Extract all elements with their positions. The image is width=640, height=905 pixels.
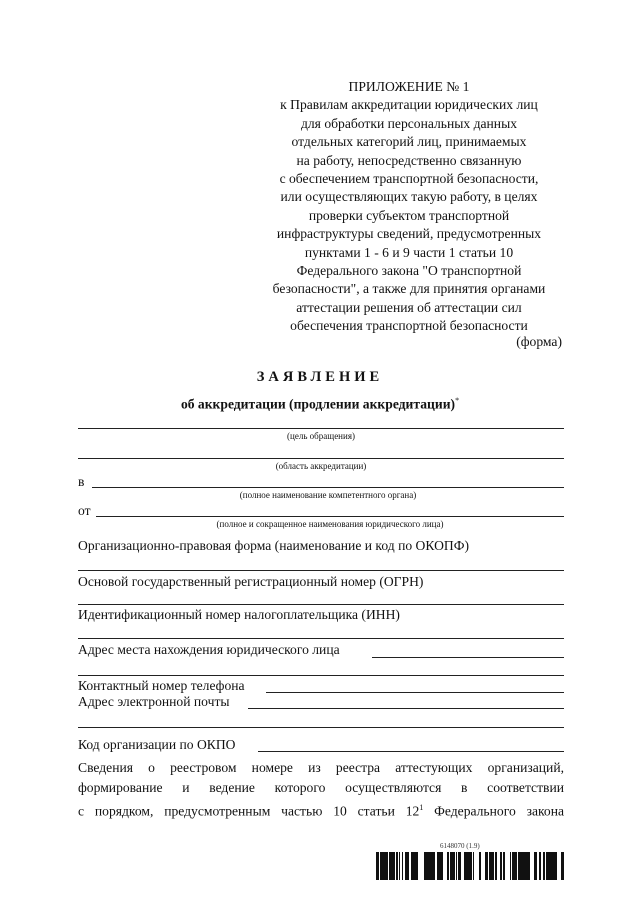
paragraph-text: с порядком, предусмотренным частью 10 статьи 12	[78, 803, 420, 819]
appendix-header	[256, 78, 562, 336]
authority-input-line[interactable]	[92, 487, 564, 488]
appendix-line: Федерального закона "О транспортной	[296, 263, 522, 279]
prefix-v: в	[78, 474, 85, 489]
appendix-line: к Правилам аккредитации юридических лиц	[280, 97, 538, 113]
authority-caption: (полное наименование компетентного органа)	[239, 490, 417, 500]
org-name-input-line[interactable]	[96, 516, 564, 517]
appendix-line: для обработки персональных данных	[300, 115, 518, 131]
appendix-line: на работу, непосредственно связанную	[296, 152, 522, 168]
barcode-label: 6148070 (1.9)	[440, 842, 480, 850]
address-input-line[interactable]	[372, 657, 564, 658]
registry-paragraph	[78, 758, 564, 822]
opf-input-line[interactable]	[78, 570, 564, 571]
area-caption: (область аккредитации)	[275, 461, 367, 471]
paragraph-line: Сведения о реестровом номере из реестра аттестующих организаций,	[78, 760, 564, 775]
appendix-line: пунктами 1 - 6 и 9 части 1 статьи 10	[304, 244, 514, 260]
subtitle-text: об аккредитации (продлении аккредитации)	[180, 396, 456, 412]
phone-label: Контактный номер телефона	[78, 678, 245, 693]
opf-label: Организационно-правовая форма (наименование и код по ОКОПФ)	[78, 538, 469, 553]
inn-label: Идентификационный номер налогоплательщика (ИНН)	[78, 607, 400, 622]
email-label: Адрес электронной почты	[78, 694, 230, 709]
phone-input-line[interactable]	[266, 692, 564, 693]
okpo-input-line[interactable]	[258, 751, 564, 752]
prefix-ot: от	[78, 503, 91, 518]
email-input-line[interactable]	[248, 708, 564, 709]
purpose-input-line[interactable]	[78, 428, 564, 429]
ogrn-input-line[interactable]	[78, 604, 564, 605]
paragraph-text: Федерального закона	[423, 803, 564, 819]
address-input-line-2[interactable]	[78, 675, 564, 676]
paragraph-line: формирование и ведение которого осуществляются в соответствии	[78, 780, 564, 795]
appendix-line: обеспечения транспортной безопасности	[290, 318, 528, 334]
appendix-line: отдельных категорий лиц, принимаемых	[291, 134, 527, 150]
document-subtitle	[0, 396, 640, 413]
purpose-caption: (цель обращения)	[287, 431, 355, 441]
paragraph-line	[78, 798, 564, 822]
appendix-line: безопасности", а также для принятия органами	[272, 281, 546, 297]
appendix-line: с обеспечением транспортной безопасности,	[279, 171, 539, 187]
barcode-icon	[376, 852, 564, 880]
org-name-caption: (полное и сокращенное наименования юридического лица)	[216, 519, 444, 529]
inn-input-line[interactable]	[78, 638, 564, 639]
document-title: ЗАЯВЛЕНИЕ	[256, 369, 384, 385]
superscript: 1	[419, 803, 424, 812]
form-note: (форма)	[516, 334, 562, 349]
appendix-line: аттестации решения об аттестации сил	[296, 299, 522, 315]
appendix-line: проверки субъектом транспортной	[308, 207, 510, 223]
area-input-line[interactable]	[78, 458, 564, 459]
footnote-mark: *	[455, 396, 460, 405]
okpo-label: Код организации по ОКПО	[78, 737, 236, 752]
appendix-line: или осуществляющих такую работу, в целях	[280, 189, 538, 205]
ogrn-label: Основой государственный регистрационный номер (ОГРН)	[78, 574, 424, 589]
email-input-line-2[interactable]	[78, 727, 564, 728]
address-label: Адрес места нахождения юридического лица	[78, 642, 340, 657]
appendix-line: инфраструктуры сведений, предусмотренных	[276, 226, 542, 242]
appendix-line: ПРИЛОЖЕНИЕ № 1	[348, 79, 470, 94]
